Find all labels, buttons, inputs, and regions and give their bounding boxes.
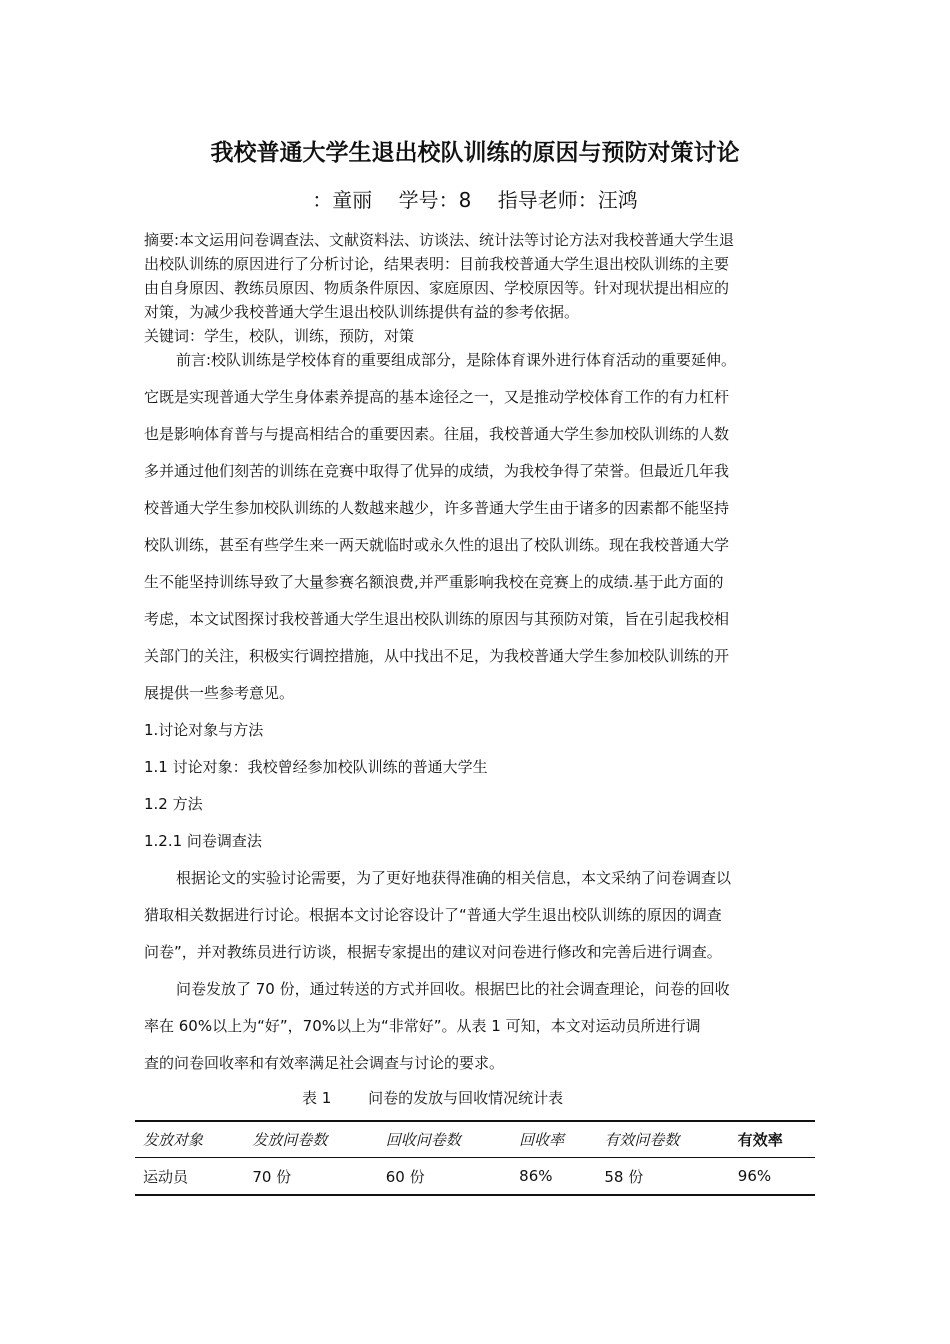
keywords: 关键词：学生，校队，训练，预防，对策 [144,327,415,345]
author-line [0,184,950,213]
table-cell: 86% [519,1167,553,1185]
section-heading: 1.1 讨论对象：我校曾经参加校队训练的普通大学生 [144,758,488,776]
table-cell: 运动员 [143,1167,189,1186]
document-title: 我校普通大学生退出校队训练的原因与预防对策讨论 [210,140,740,166]
table-cell: 60 份 [385,1167,425,1186]
body-line: 校普通大学生参加校队训练的人数越来越少，许多普通大学生由于诸多的因素都不能坚持 [144,499,730,517]
body-line: 前言:校队训练是学校体育的重要组成部分，是除体育课外进行体育活动的重要延伸。 [176,351,737,369]
body-line: 生不能坚持训练导致了大量参赛名额浪费,并严重影响我校在竞赛上的成绩.基于此方面的 [144,573,724,591]
author-name: ：童丽 [312,188,373,212]
section-heading: 1.讨论对象与方法 [144,721,264,739]
table-header-cell: 回收率 [519,1131,565,1149]
abstract-line: 出校队训练的原因进行了分析讨论，结果表明：目前我校普通大学生退出校队训练的主要 [144,255,730,273]
student-id: 学号：8 [398,188,472,212]
body-line: 展提供一些参考意见。 [144,684,295,702]
table-cell: 96% [737,1167,772,1185]
body-line: 率在 60%以上为“好”，70%以上为“非常好”。从表 1 可知，本文对运动员所进行调 [144,1017,701,1035]
table-row [135,1158,815,1196]
body-text [144,342,812,1082]
table-header-cell: 发放对象 [143,1131,204,1149]
table-cell: 70 份 [252,1167,292,1186]
table-caption [302,1087,595,1108]
stats-table [135,1120,815,1196]
table-header-cell: 发放问卷数 [252,1131,328,1149]
table-cell: 58 份 [604,1167,644,1186]
body-line: 它既是实现普通大学生身体素养提高的基本途径之一，又是推动学校体育工作的有力杠杆 [144,388,730,406]
section-heading: 1.2.1 问卷调查法 [144,832,262,850]
section-heading: 1.2 方法 [144,795,203,813]
table-header-cell: 有效率 [737,1131,783,1149]
body-line: 根据论文的实验讨论需要，为了更好地获得准确的相关信息，本文采纳了问卷调查以 [176,869,732,887]
body-line: 也是影响体育普与与提高相结合的重要因素。往届，我校普通大学生参加校队训练的人数 [144,425,730,443]
table-header-row [135,1121,815,1158]
body-line: 查的问卷回收率和有效率满足社会调查与讨论的要求。 [144,1054,505,1072]
body-line: 多并通过他们刻苦的训练在竞赛中取得了优异的成绩，为我校争得了荣誉。但最近几年我 [144,462,730,480]
body-line: 关部门的关注，积极实行调控措施，从中找出不足，为我校普通大学生参加校队训练的开 [144,647,730,665]
table-title: 问卷的发放与回收情况统计表 [368,1089,564,1107]
body-line: 问卷”，并对教练员进行访谈，根据专家提出的建议对问卷进行修改和完善后进行调查。 [144,943,722,961]
abstract-line: 对策，为减少我校普通大学生退出校队训练提供有益的参考依据。 [144,303,580,321]
body-line: 猎取相关数据进行讨论。根据本文讨论容设计了“普通大学生退出校队训练的原因的调查 [144,906,722,924]
advisor: 指导老师：汪鸿 [497,188,638,212]
body-line: 校队训练，甚至有些学生来一两天就临时或永久性的退出了校队训练。现在我校普通大学 [144,536,730,554]
table-header-cell: 回收问卷数 [385,1131,461,1149]
table-number: 表 1 [302,1089,332,1107]
body-line: 问卷发放了 70 份，通过转送的方式并回收。根据巴比的社会调查理论，问卷的回收 [176,980,730,998]
abstract-line: 摘要:本文运用问卷调查法、文献资料法、访谈法、统计法等讨论方法对我校普通大学生退 [144,231,735,249]
abstract [144,228,812,348]
abstract-line: 由自身原因、教练员原因、物质条件原因、家庭原因、学校原因等。针对现状提出相应的 [144,279,730,297]
table-header-cell: 有效问卷数 [604,1131,680,1149]
body-line: 考虑，本文试图探讨我校普通大学生退出校队训练的原因与其预防对策，旨在引起我校相 [144,610,730,628]
